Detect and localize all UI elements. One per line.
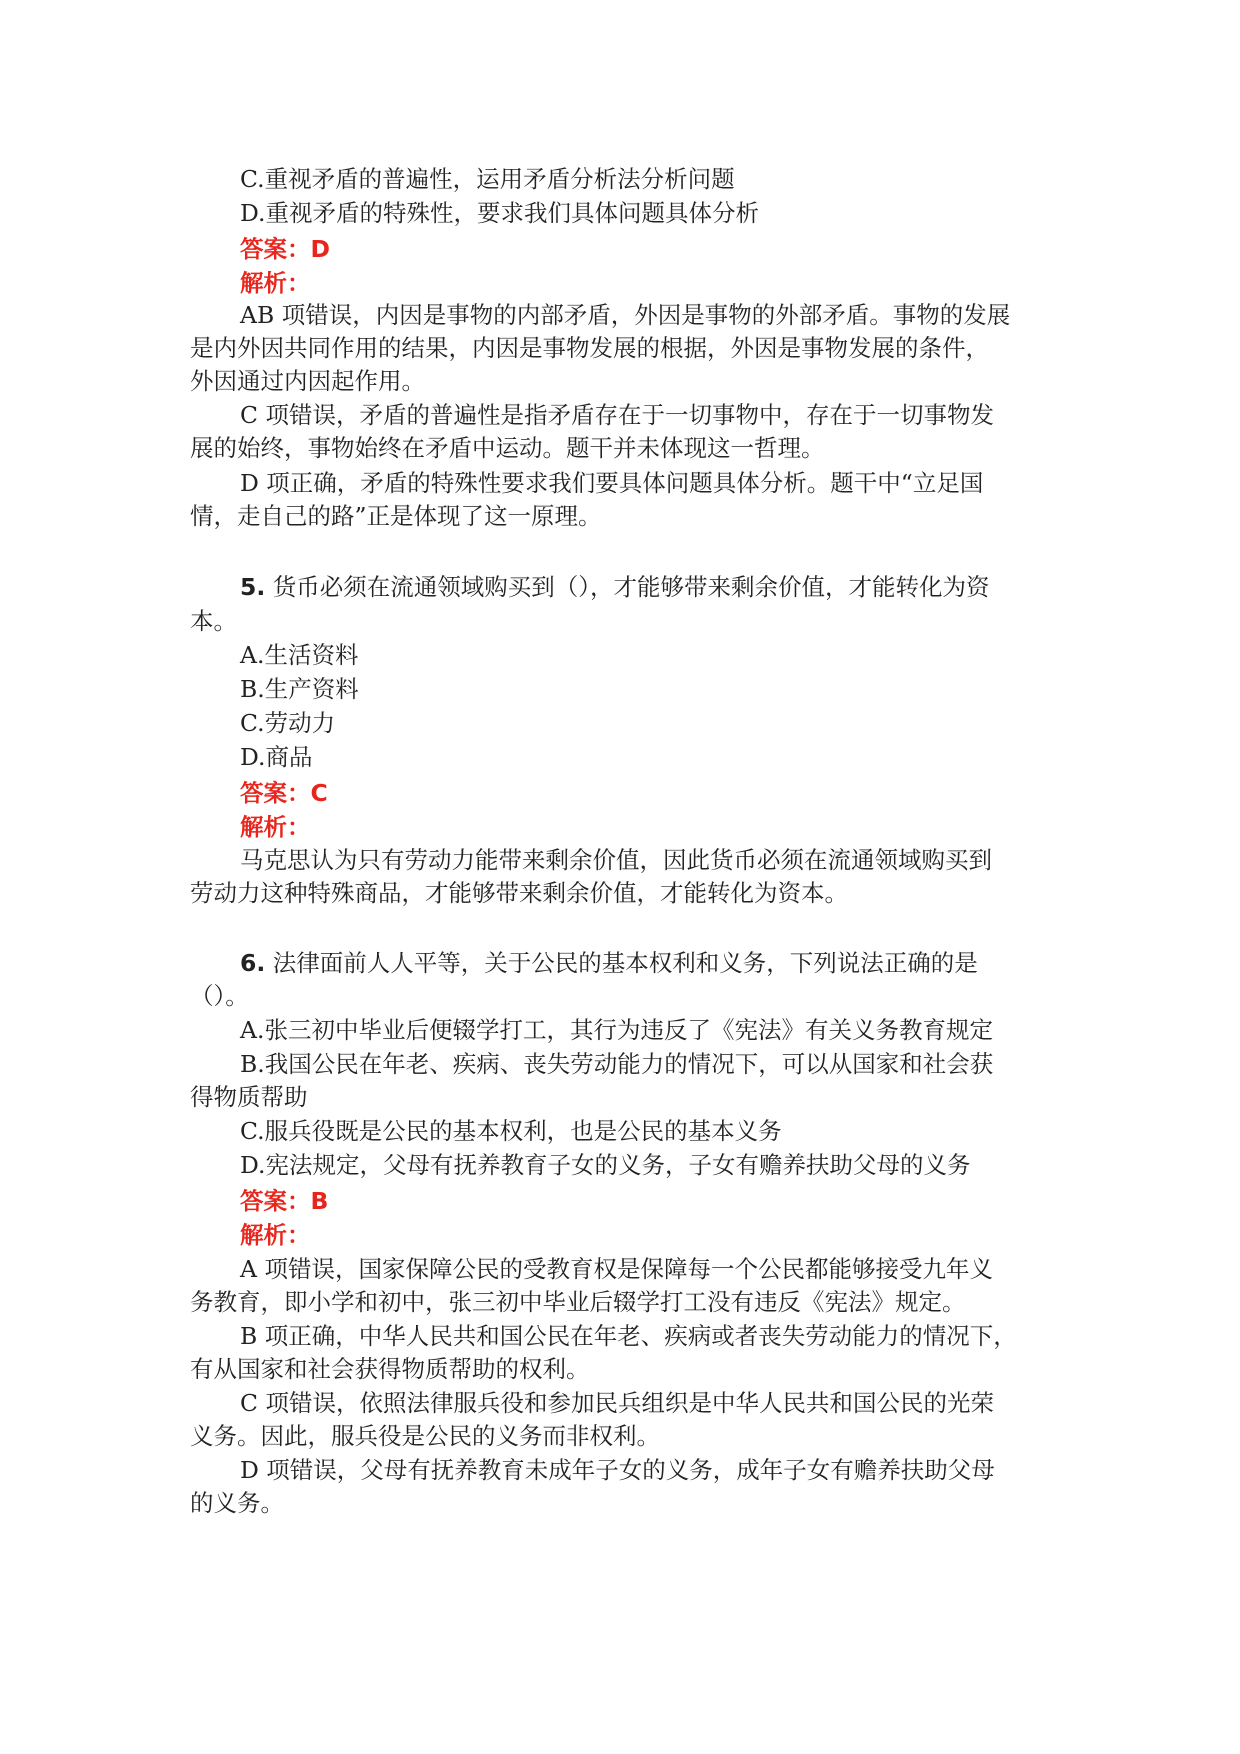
explanation-label: 解析：	[240, 269, 311, 297]
option-c: C.劳动力	[240, 709, 336, 737]
explanation-line: B 项正确，中华人民共和国公民在年老、疾病或者丧失劳动能力的情况下，	[240, 1322, 1017, 1350]
explanation-line: C 项错误，依照法律服兵役和参加民兵组织是中华人民共和国公民的光荣	[240, 1389, 994, 1417]
answer-label: 答案：D	[240, 235, 331, 263]
explanation-line: C 项错误，矛盾的普遍性是指矛盾存在于一切事物中，存在于一切事物发	[240, 401, 994, 429]
explanation-line: D 项错误，父母有抚养教育未成年子女的义务，成年子女有赡养扶助父母	[240, 1456, 995, 1484]
explanation-line: 的义务。	[190, 1489, 284, 1517]
question-stem	[240, 570, 990, 604]
question-number: 6.	[240, 949, 266, 977]
option-d: D.商品	[240, 743, 313, 771]
explanation-line: 有从国家和社会获得物质帮助的权利。	[190, 1355, 590, 1383]
answer-label: 答案：B	[240, 1187, 329, 1215]
explanation-line: D 项正确，矛盾的特殊性要求我们要具体问题具体分析。题干中“立足国	[240, 469, 984, 497]
question-stem	[240, 946, 978, 980]
question-stem-line: 本。	[190, 607, 237, 635]
option-a: A.张三初中毕业后便辍学打工，其行为违反了《宪法》有关义务教育规定	[240, 1016, 993, 1044]
option-b-cont: 得物质帮助	[190, 1083, 308, 1111]
explanation-line: 是内外因共同作用的结果，内因是事物发展的根据，外因是事物发展的条件，	[190, 334, 989, 362]
option-d: D.重视矛盾的特殊性，要求我们具体问题具体分析	[240, 199, 759, 227]
explanation-line: 劳动力这种特殊商品，才能够带来剩余价值，才能转化为资本。	[190, 879, 848, 907]
explanation-line: 展的始终，事物始终在矛盾中运动。题干并未体现这一哲理。	[190, 434, 825, 462]
explanation-label: 解析：	[240, 1221, 311, 1249]
option-b: B.生产资料	[240, 675, 359, 703]
explanation-line: AB 项错误，内因是事物的内部矛盾，外因是事物的外部矛盾。事物的发展	[240, 301, 1011, 329]
option-c: C.重视矛盾的普遍性，运用矛盾分析法分析问题	[240, 165, 735, 193]
option-b: B.我国公民在年老、疾病、丧失劳动能力的情况下，可以从国家和社会获	[240, 1050, 994, 1078]
question-stem-text: 法律面前人人平等，关于公民的基本权利和义务，下列说法正确的是	[272, 949, 978, 977]
explanation-label: 解析：	[240, 813, 311, 841]
answer-label: 答案：C	[240, 779, 328, 807]
explanation-line: 义务。因此，服兵役是公民的义务而非权利。	[190, 1422, 660, 1450]
explanation-line: 情，走自己的路”正是体现了这一原理。	[190, 502, 602, 530]
option-a: A.生活资料	[240, 641, 359, 669]
explanation-line: 外因通过内因起作用。	[190, 367, 425, 395]
explanation-line: A 项错误，国家保障公民的受教育权是保障每一个公民都能够接受九年义	[240, 1255, 993, 1283]
option-d: D.宪法规定，父母有抚养教育子女的义务，子女有赡养扶助父母的义务	[240, 1151, 971, 1179]
question-stem-line: （）。	[190, 982, 249, 1010]
explanation-line: 务教育，即小学和初中，张三初中毕业后辍学打工没有违反《宪法》规定。	[190, 1288, 966, 1316]
question-number: 5.	[240, 573, 266, 601]
option-c: C.服兵役既是公民的基本权利，也是公民的基本义务	[240, 1117, 782, 1145]
explanation-line: 马克思认为只有劳动力能带来剩余价值，因此货币必须在流通领域购买到	[240, 846, 992, 874]
question-stem-text: 货币必须在流通领域购买到（），才能够带来剩余价值，才能转化为资	[272, 573, 990, 601]
